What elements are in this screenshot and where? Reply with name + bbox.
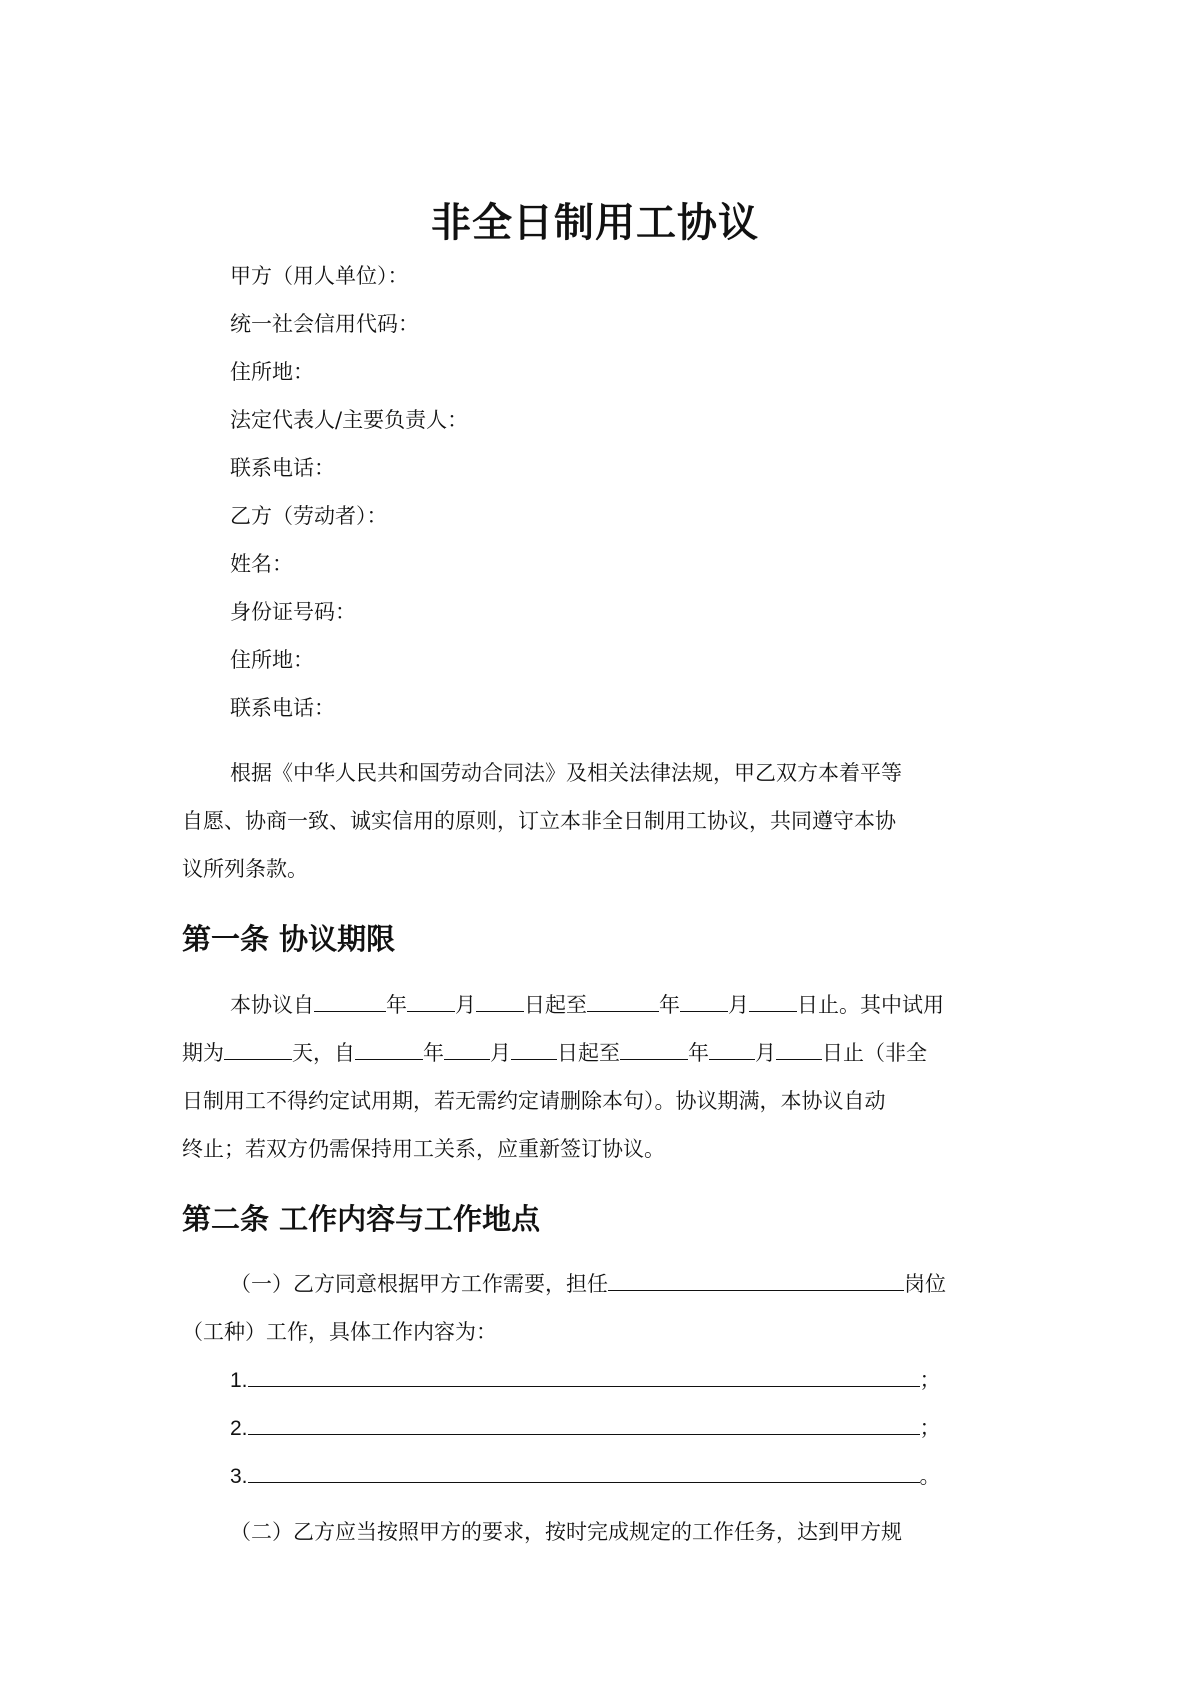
article2-heading: 第二条 工作内容与工作地点 (182, 1202, 541, 1236)
party-b-phone: 联系电话： (230, 696, 335, 720)
probation-start-day-blank[interactable] (511, 1035, 557, 1060)
job-duty-item: 2. ； (230, 1410, 941, 1447)
job-duty-blank[interactable] (248, 1410, 920, 1435)
party-a-address: 住所地： (230, 360, 314, 384)
end-day-blank[interactable] (749, 987, 797, 1012)
party-b-heading: 乙方（劳动者）： (230, 504, 388, 528)
preamble-line: 议所列条款。 (182, 857, 308, 881)
party-a-phone: 联系电话： (230, 456, 335, 480)
job-duty-item: 3. 。 (230, 1458, 941, 1495)
job-duty-blank[interactable] (248, 1362, 920, 1387)
probation-start-year-blank[interactable] (355, 1035, 423, 1060)
preamble-line: 根据《中华人民共和国劳动合同法》及相关法律法规，甲乙双方本着平等 (230, 761, 902, 785)
article1-heading: 第一条 协议期限 (182, 922, 396, 956)
job-duty-blank[interactable] (248, 1458, 920, 1483)
preamble-line: 自愿、协商一致、诚实信用的原则，订立本非全日制用工协议，共同遵守本协 (182, 809, 896, 833)
probation-end-month-blank[interactable] (709, 1035, 755, 1060)
article1-text-line: 终止；若双方仍需保持用工关系，应重新签订协议。 (182, 1137, 665, 1161)
end-year-blank[interactable] (587, 987, 659, 1012)
article2-clause2-line: （二）乙方应当按照甲方的要求，按时完成规定的工作任务，达到甲方规 (230, 1520, 902, 1544)
job-duty-item: 1. ； (230, 1362, 941, 1399)
article2-clause1-line: （一）乙方同意根据甲方工作需要，担任 岗位 (230, 1266, 946, 1302)
probation-end-day-blank[interactable] (776, 1035, 822, 1060)
party-a-heading: 甲方（用人单位）： (230, 264, 409, 288)
party-a-credit-code: 统一社会信用代码： (230, 312, 419, 336)
party-b-id-number: 身份证号码： (230, 600, 356, 624)
article2-clause1-line: （工种）工作，具体工作内容为： (182, 1320, 497, 1344)
start-year-blank[interactable] (314, 987, 386, 1012)
party-a-representative: 法定代表人/主要负责人： (230, 408, 469, 432)
probation-end-year-blank[interactable] (620, 1035, 688, 1060)
probation-start-month-blank[interactable] (444, 1035, 490, 1060)
article1-text-line: 日制用工不得约定试用期，若无需约定请删除本句）。协议期满，本协议自动 (182, 1089, 886, 1113)
document-title: 非全日制用工协议 (431, 200, 759, 246)
start-day-blank[interactable] (476, 987, 524, 1012)
article1-probation-line: 期为 天，自 年 月 日起至 年 月 日止（非全 (182, 1035, 927, 1071)
party-b-address: 住所地： (230, 648, 314, 672)
position-blank[interactable] (608, 1266, 904, 1291)
article1-term-line: 本协议自 年 月 日起至 年 月 日止。其中试用 (230, 987, 944, 1023)
start-month-blank[interactable] (407, 987, 455, 1012)
party-b-name: 姓名： (230, 552, 293, 576)
probation-days-blank[interactable] (224, 1035, 292, 1060)
end-month-blank[interactable] (680, 987, 728, 1012)
